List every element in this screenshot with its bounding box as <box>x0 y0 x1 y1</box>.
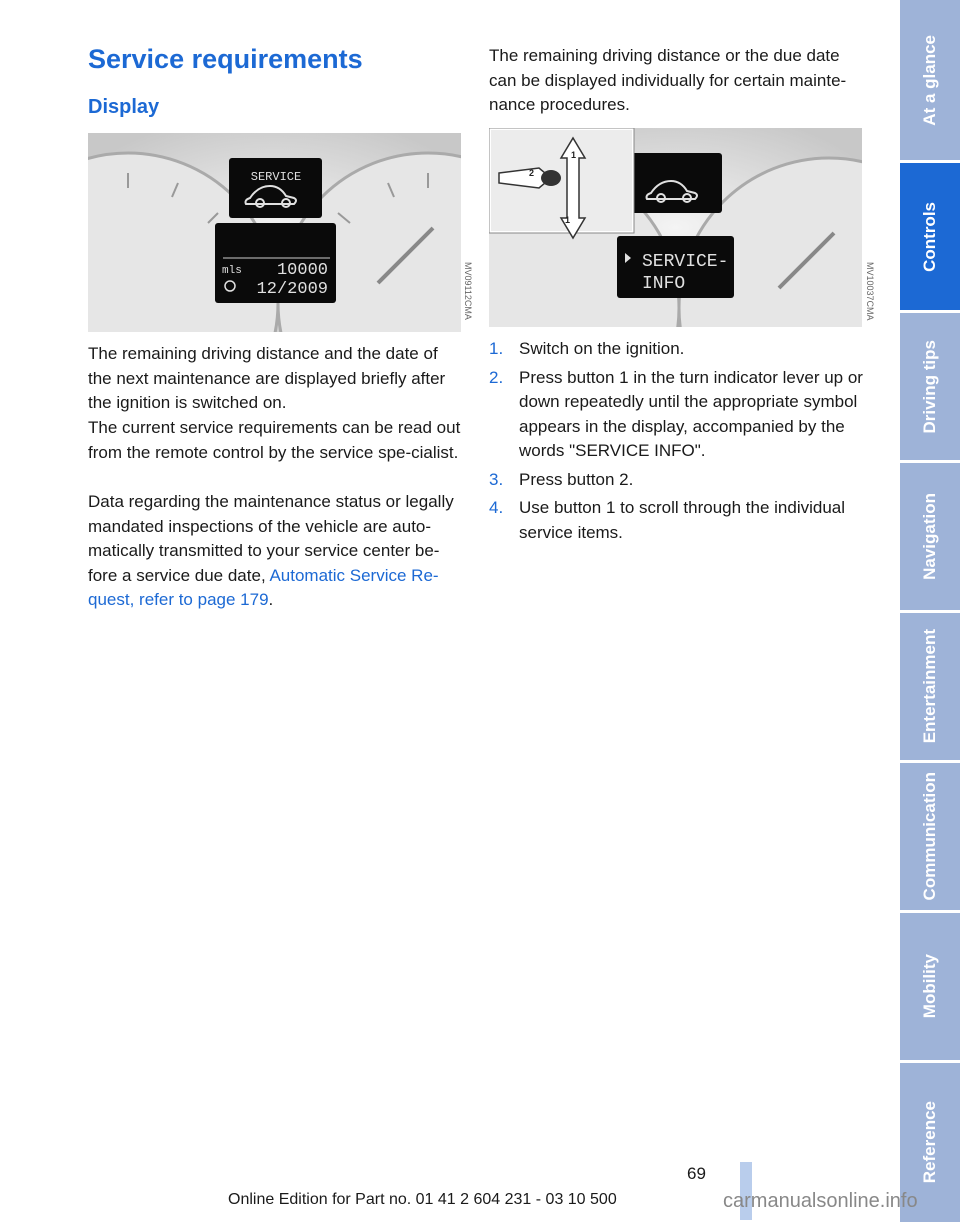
tab-mobility[interactable] <box>900 913 960 1060</box>
tab-label: Entertainment <box>920 629 939 744</box>
tab-label: Communication <box>920 772 939 901</box>
unit-label: mls <box>222 265 242 277</box>
paragraph: The remaining driving distance and the date of the next maintenance are displayed briefly after the ignition is switched on. <box>88 344 446 412</box>
button-1-callout: 1 <box>571 150 577 160</box>
figure-service-display <box>88 133 461 332</box>
section-title: Display <box>88 96 160 118</box>
step-text: Press button 2. <box>519 469 634 489</box>
paragraph-text: . <box>268 590 274 609</box>
list-item <box>489 366 864 464</box>
page-reference-link[interactable]: Automatic Service Re-quest, refer to page 179 <box>88 565 439 609</box>
tab-label: Driving tips <box>920 339 939 434</box>
figure-ref-code: MV10037CMA <box>865 262 875 321</box>
list-item <box>489 468 864 493</box>
service-info-line1: SERVICE- <box>642 252 729 272</box>
button-1-lower-callout: 1 <box>565 215 571 225</box>
tab-label: Navigation <box>920 493 939 580</box>
step-text: Press button 1 in the turn indicator lever up or down repeatedly until the appropriate symbol appears in the display, accompanied by the words "SERVICE INFO". <box>519 367 863 460</box>
tab-label: Reference <box>920 1101 939 1184</box>
tab-label: At a glance <box>920 34 939 126</box>
paragraph <box>88 490 463 613</box>
step-number: 1. <box>489 339 504 358</box>
button-2-callout: 2 <box>529 168 535 178</box>
step-number: 2. <box>489 367 504 387</box>
tab-entertainment[interactable] <box>900 613 960 760</box>
footer-edition: Online Edition for Part no. 01 41 2 604 231 - 03 10 500 <box>228 1191 617 1208</box>
service-label: SERVICE <box>250 170 302 184</box>
page-title: Service requirements <box>88 44 363 74</box>
list-item <box>489 496 864 545</box>
list-item <box>489 337 864 362</box>
date-value: 12/2009 <box>256 280 328 299</box>
step-text: Switch on the ignition. <box>519 339 685 358</box>
figure-ref-code: MV09112CMA <box>463 262 473 320</box>
paragraph-text: Data regarding the maintenance status or legally mandated inspections of the vehicle are auto-matically transmitted to your service center be-fore a service due date, <box>88 492 454 585</box>
step-text: Use button 1 to scroll through the individual service items. <box>519 498 846 542</box>
tab-label: Mobility <box>920 954 939 1019</box>
tab-label: Controls <box>920 201 939 272</box>
step-number: 4. <box>489 498 504 517</box>
step-number: 3. <box>489 469 504 489</box>
figure-service-info <box>489 128 862 327</box>
service-info-line2: INFO <box>642 274 686 294</box>
paragraph: The current service requirements can be read out from the remote control by the service spe-cialist. <box>88 418 461 462</box>
tab-navigation[interactable] <box>900 463 960 610</box>
paragraph: The remaining driving distance or the due date can be displayed individually for certain mainte-nance procedures. <box>489 46 847 114</box>
distance-value: 10000 <box>276 261 328 280</box>
page-number: 69 <box>687 1164 706 1183</box>
tab-communication[interactable] <box>900 763 960 910</box>
tab-driving-tips[interactable] <box>900 313 960 460</box>
steps-list <box>489 337 864 549</box>
tab-at-a-glance[interactable] <box>900 0 960 160</box>
watermark: carmanualsonline.info <box>723 1190 918 1212</box>
sidebar-nav <box>900 0 960 1222</box>
tab-controls[interactable] <box>900 163 960 310</box>
